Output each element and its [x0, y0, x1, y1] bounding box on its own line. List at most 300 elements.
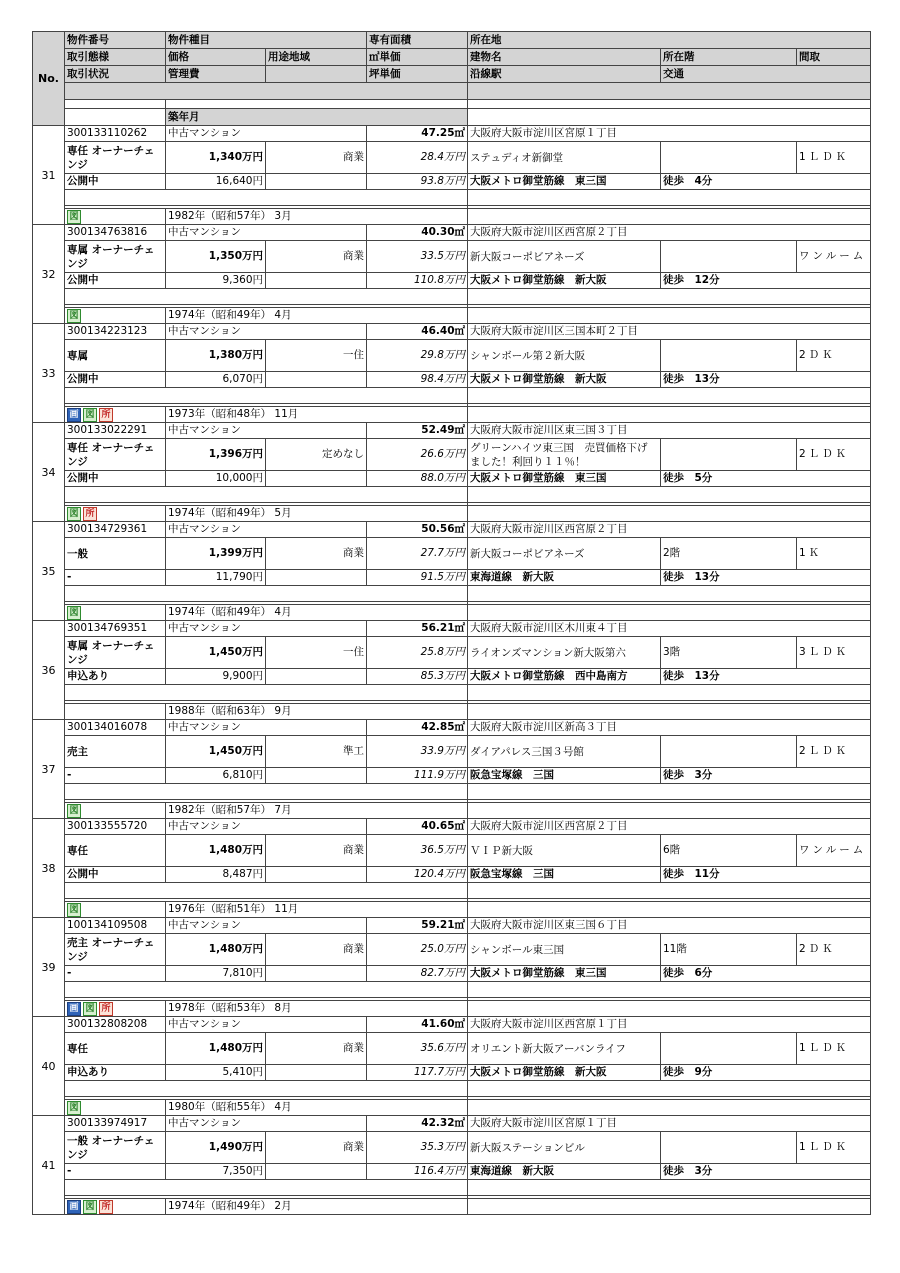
price: 1,450万円	[166, 736, 266, 768]
listing-sheet	[32, 31, 870, 1215]
area: 46.40㎡	[367, 324, 468, 340]
listing-row-4	[33, 289, 871, 305]
property-id: 300134223123	[65, 324, 166, 340]
header-built: 築年月	[166, 109, 468, 126]
listing-row-1	[33, 423, 871, 439]
header-blank	[266, 66, 367, 83]
listing-no: 33	[33, 324, 65, 423]
tsubo-price: 88.0万円	[367, 471, 468, 487]
access: 徒歩 5分	[661, 471, 871, 487]
blank-built-right	[468, 1199, 871, 1215]
floor: 6階	[661, 835, 797, 867]
built-date: 1974年（昭和49年） 2月	[166, 1199, 468, 1215]
address: 大阪府大阪市淀川区西宮原２丁目	[468, 225, 871, 241]
access: 徒歩 13分	[661, 570, 871, 586]
listing-row-2	[33, 439, 871, 471]
badges	[65, 209, 166, 225]
property-type: 中古マンション	[166, 324, 367, 340]
image-badge-icon[interactable]: 画	[67, 1002, 81, 1016]
header-gap-mid	[166, 100, 468, 109]
blank-cell	[266, 867, 367, 883]
listing-row-2	[33, 835, 871, 867]
building-name: ライオンズマンション新大阪第六	[468, 637, 661, 669]
badges	[65, 506, 166, 522]
listing-no: 32	[33, 225, 65, 324]
listing-row-4	[33, 586, 871, 602]
tsubo-price: 93.8万円	[367, 174, 468, 190]
header-transaction-mode: 取引態様	[65, 49, 166, 66]
floor	[661, 439, 797, 471]
zoning: 一住	[266, 637, 367, 669]
blank-cell	[266, 174, 367, 190]
line-station: 大阪メトロ御堂筋線 東三国	[468, 174, 661, 190]
property-id: 300133555720	[65, 819, 166, 835]
property-id: 300134769351	[65, 621, 166, 637]
transaction-mode: 専属 オーナーチェンジ	[65, 241, 166, 273]
building-name: オリエント新大阪アーバンライフ	[468, 1033, 661, 1065]
management-fee: 11,790円	[166, 570, 266, 586]
listing-row-4	[33, 388, 871, 404]
listing-row-4	[33, 487, 871, 503]
tsubo-price: 120.4万円	[367, 867, 468, 883]
layout: 2ＬＤＫ	[797, 736, 871, 768]
listing-row-3	[33, 570, 871, 586]
line-station: 東海道線 新大阪	[468, 570, 661, 586]
price: 1,480万円	[166, 1033, 266, 1065]
building-name: グリーンハイツ東三国 売買価格下げました！利回り１１％！	[468, 439, 661, 471]
header-no: No.	[33, 32, 65, 126]
zoning: 定めなし	[266, 439, 367, 471]
listing-row-3	[33, 966, 871, 982]
listing-row-3	[33, 471, 871, 487]
transaction-mode: 専任 オーナーチェンジ	[65, 142, 166, 174]
header-row-4	[33, 83, 871, 100]
floorplan-badge-icon[interactable]: 図	[67, 507, 81, 521]
listing-row-3	[33, 273, 871, 289]
layout: 1Ｋ	[797, 538, 871, 570]
transaction-mode: 売主	[65, 736, 166, 768]
listing-row-6	[33, 803, 871, 819]
sqm-price: 26.6万円	[367, 439, 468, 471]
line-station: 大阪メトロ御堂筋線 新大阪	[468, 1065, 661, 1081]
built-date: 1978年（昭和53年） 8月	[166, 1001, 468, 1017]
status: 申込あり	[65, 669, 166, 685]
sqm-price: 33.9万円	[367, 736, 468, 768]
access: 徒歩 3分	[661, 1164, 871, 1180]
tsubo-price: 110.8万円	[367, 273, 468, 289]
floor	[661, 1132, 797, 1164]
area: 41.60㎡	[367, 1017, 468, 1033]
blank-built-right	[468, 308, 871, 324]
floorplan-badge-icon[interactable]: 図	[67, 804, 81, 818]
blank-built-right	[468, 1100, 871, 1116]
zoning: 商業	[266, 835, 367, 867]
line-station: 阪急宝塚線 三国	[468, 867, 661, 883]
transaction-mode: 専任	[65, 835, 166, 867]
listing-row-2	[33, 241, 871, 273]
badges	[65, 1001, 166, 1017]
listing-row-4	[33, 883, 871, 899]
floorplan-badge-icon[interactable]: 図	[83, 1002, 97, 1016]
property-type: 中古マンション	[166, 522, 367, 538]
property-type: 中古マンション	[166, 423, 367, 439]
built-date: 1974年（昭和49年） 5月	[166, 506, 468, 522]
management-fee: 6,070円	[166, 372, 266, 388]
floorplan-badge-icon[interactable]: 図	[83, 1200, 97, 1214]
blank-built-right	[468, 1001, 871, 1017]
listing-row-6	[33, 1001, 871, 1017]
badges	[65, 308, 166, 324]
listing-row-3	[33, 174, 871, 190]
listing-row-1	[33, 126, 871, 142]
listing-row-2	[33, 538, 871, 570]
tsubo-price: 111.9万円	[367, 768, 468, 784]
built-date: 1980年（昭和55年） 4月	[166, 1100, 468, 1116]
header-gap-right	[468, 100, 871, 109]
sqm-price: 28.4万円	[367, 142, 468, 174]
access: 徒歩 13分	[661, 669, 871, 685]
blank-row-right	[468, 685, 871, 701]
built-date: 1988年（昭和63年） 9月	[166, 704, 468, 720]
blank-cell	[266, 669, 367, 685]
building-name: シャンボール東三国	[468, 934, 661, 966]
building-name: ステュディオ新御堂	[468, 142, 661, 174]
property-id: 300133110262	[65, 126, 166, 142]
area: 40.65㎡	[367, 819, 468, 835]
price: 1,340万円	[166, 142, 266, 174]
listing-row-6	[33, 704, 871, 720]
access: 徒歩 13分	[661, 372, 871, 388]
listing-row-2	[33, 736, 871, 768]
header-price: 価格	[166, 49, 266, 66]
blank-row	[65, 1180, 468, 1196]
header-row-3	[33, 66, 871, 83]
header-management-fee: 管理費	[166, 66, 266, 83]
status: -	[65, 768, 166, 784]
line-station: 阪急宝塚線 三国	[468, 768, 661, 784]
listing-row-6	[33, 605, 871, 621]
address: 大阪府大阪市淀川区宮原１丁目	[468, 126, 871, 142]
price: 1,450万円	[166, 637, 266, 669]
badges	[65, 1100, 166, 1116]
listing-row-1	[33, 324, 871, 340]
listing-row-3	[33, 867, 871, 883]
floor	[661, 1033, 797, 1065]
area: 59.21㎡	[367, 918, 468, 934]
blank-row	[65, 784, 468, 800]
blank-cell	[266, 471, 367, 487]
image-badge-icon[interactable]: 画	[67, 1200, 81, 1214]
header-access: 交通	[661, 66, 871, 83]
header-gap	[65, 100, 166, 109]
header-row-5	[33, 100, 871, 109]
floorplan-badge-icon[interactable]: 図	[67, 309, 81, 323]
registry-badge-icon[interactable]: 所	[99, 1002, 113, 1016]
zoning: 商業	[266, 538, 367, 570]
layout: 2ＤＫ	[797, 934, 871, 966]
header-blank-6	[65, 109, 166, 126]
built-date: 1974年（昭和49年） 4月	[166, 605, 468, 621]
header-blank-6-right	[468, 109, 871, 126]
layout: 1ＬＤＫ	[797, 142, 871, 174]
status: 公開中	[65, 471, 166, 487]
address: 大阪府大阪市淀川区西宮原２丁目	[468, 819, 871, 835]
status: -	[65, 1164, 166, 1180]
transaction-mode: 一般	[65, 538, 166, 570]
header-row-6	[33, 109, 871, 126]
sqm-price: 35.3万円	[367, 1132, 468, 1164]
line-station: 大阪メトロ御堂筋線 東三国	[468, 471, 661, 487]
property-id: 300133974917	[65, 1116, 166, 1132]
address: 大阪府大阪市淀川区宮原１丁目	[468, 1116, 871, 1132]
listing-row-1	[33, 522, 871, 538]
listing-row-6	[33, 1199, 871, 1215]
area: 42.32㎡	[367, 1116, 468, 1132]
header-floor: 所在階	[661, 49, 797, 66]
blank-row-right	[468, 883, 871, 899]
area: 42.85㎡	[367, 720, 468, 736]
built-date: 1976年（昭和51年） 11月	[166, 902, 468, 918]
line-station: 大阪メトロ御堂筋線 新大阪	[468, 273, 661, 289]
building-name: ダイアパレス三国３号館	[468, 736, 661, 768]
badges	[65, 1199, 166, 1215]
listing-row-1	[33, 621, 871, 637]
layout: ワンルーム	[797, 835, 871, 867]
listing-row-4	[33, 190, 871, 206]
blank-row	[65, 685, 468, 701]
badges	[65, 605, 166, 621]
price: 1,380万円	[166, 340, 266, 372]
built-date: 1974年（昭和49年） 4月	[166, 308, 468, 324]
sqm-price: 33.5万円	[367, 241, 468, 273]
sqm-price: 29.8万円	[367, 340, 468, 372]
blank-row	[65, 289, 468, 305]
access: 徒歩 11分	[661, 867, 871, 883]
blank-built-right	[468, 902, 871, 918]
property-type: 中古マンション	[166, 720, 367, 736]
listing-row-3	[33, 1065, 871, 1081]
image-badge-icon[interactable]: 画	[67, 408, 81, 422]
listing-row-1	[33, 918, 871, 934]
area: 40.30㎡	[367, 225, 468, 241]
layout: 2ＤＫ	[797, 340, 871, 372]
listing-row-3	[33, 768, 871, 784]
listing-no: 37	[33, 720, 65, 819]
tsubo-price: 91.5万円	[367, 570, 468, 586]
listing-row-4	[33, 685, 871, 701]
management-fee: 5,410円	[166, 1065, 266, 1081]
header-address: 所在地	[468, 32, 871, 49]
tsubo-price: 98.4万円	[367, 372, 468, 388]
price: 1,480万円	[166, 835, 266, 867]
line-station: 大阪メトロ御堂筋線 新大阪	[468, 372, 661, 388]
floor	[661, 241, 797, 273]
blank-row-right	[468, 1180, 871, 1196]
property-id: 300134763816	[65, 225, 166, 241]
property-id: 300133022291	[65, 423, 166, 439]
property-type: 中古マンション	[166, 819, 367, 835]
listing-no: 35	[33, 522, 65, 621]
floorplan-badge-icon[interactable]: 図	[67, 210, 81, 224]
transaction-mode: 専任 オーナーチェンジ	[65, 439, 166, 471]
blank-row-right	[468, 784, 871, 800]
header-line-station: 沿線駅	[468, 66, 661, 83]
listing-row-4	[33, 784, 871, 800]
blank-built-right	[468, 506, 871, 522]
price: 1,399万円	[166, 538, 266, 570]
blank-row	[65, 487, 468, 503]
tsubo-price: 116.4万円	[367, 1164, 468, 1180]
listing-row-3	[33, 669, 871, 685]
property-id: 100134109508	[65, 918, 166, 934]
listing-row-1	[33, 1116, 871, 1132]
zoning: 準工	[266, 736, 367, 768]
address: 大阪府大阪市淀川区木川東４丁目	[468, 621, 871, 637]
blank-row-right	[468, 586, 871, 602]
management-fee: 7,350円	[166, 1164, 266, 1180]
listing-row-2	[33, 340, 871, 372]
floor	[661, 736, 797, 768]
built-date: 1982年（昭和57年） 3月	[166, 209, 468, 225]
blank-cell	[266, 1065, 367, 1081]
status: -	[65, 966, 166, 982]
blank-cell	[266, 273, 367, 289]
listing-no: 40	[33, 1017, 65, 1116]
listing-row-6	[33, 1100, 871, 1116]
status: 公開中	[65, 867, 166, 883]
property-type: 中古マンション	[166, 1017, 367, 1033]
built-date: 1973年（昭和48年） 11月	[166, 407, 468, 423]
header-zoning: 用途地域	[266, 49, 367, 66]
building-name: 新大阪コーポビアネーズ	[468, 241, 661, 273]
sqm-price: 25.8万円	[367, 637, 468, 669]
blank-cell	[266, 570, 367, 586]
area: 56.21㎡	[367, 621, 468, 637]
address: 大阪府大阪市淀川区三国本町２丁目	[468, 324, 871, 340]
header-blank-row	[65, 83, 468, 100]
listing-row-1	[33, 1017, 871, 1033]
line-station: 東海道線 新大阪	[468, 1164, 661, 1180]
management-fee: 6,810円	[166, 768, 266, 784]
status: 公開中	[65, 273, 166, 289]
listing-no: 34	[33, 423, 65, 522]
listing-row-4	[33, 1180, 871, 1196]
listing-row-4	[33, 1081, 871, 1097]
access: 徒歩 6分	[661, 966, 871, 982]
header-blank-row-right	[468, 83, 871, 100]
listing-no: 39	[33, 918, 65, 1017]
management-fee: 16,640円	[166, 174, 266, 190]
listing-row-6	[33, 407, 871, 423]
transaction-mode: 一般 オーナーチェンジ	[65, 1132, 166, 1164]
blank-row-right	[468, 982, 871, 998]
management-fee: 7,810円	[166, 966, 266, 982]
building-name: シャンボール第２新大阪	[468, 340, 661, 372]
status: -	[65, 570, 166, 586]
listing-row-2	[33, 1033, 871, 1065]
sqm-price: 25.0万円	[367, 934, 468, 966]
floorplan-badge-icon[interactable]: 図	[67, 903, 81, 917]
header-layout: 間取	[797, 49, 871, 66]
price: 1,480万円	[166, 934, 266, 966]
blank-built-right	[468, 704, 871, 720]
floorplan-badge-icon[interactable]: 図	[83, 408, 97, 422]
blank-row	[65, 1081, 468, 1097]
registry-badge-icon[interactable]: 所	[99, 1200, 113, 1214]
listing-row-6	[33, 902, 871, 918]
property-id: 300134016078	[65, 720, 166, 736]
blank-row	[65, 388, 468, 404]
address: 大阪府大阪市淀川区西宮原２丁目	[468, 522, 871, 538]
property-id: 300134729361	[65, 522, 166, 538]
blank-cell	[266, 966, 367, 982]
floorplan-badge-icon[interactable]: 図	[67, 606, 81, 620]
transaction-mode: 専任	[65, 1033, 166, 1065]
blank-row-right	[468, 289, 871, 305]
price: 1,490万円	[166, 1132, 266, 1164]
address: 大阪府大阪市淀川区新高３丁目	[468, 720, 871, 736]
layout: 1ＬＤＫ	[797, 1033, 871, 1065]
listing-no: 36	[33, 621, 65, 720]
sqm-price: 36.5万円	[367, 835, 468, 867]
built-date: 1982年（昭和57年） 7月	[166, 803, 468, 819]
layout: ワンルーム	[797, 241, 871, 273]
listing-table	[32, 31, 871, 1215]
property-type: 中古マンション	[166, 225, 367, 241]
badges	[65, 902, 166, 918]
listing-row-2	[33, 637, 871, 669]
building-name: ＶＩＰ新大阪	[468, 835, 661, 867]
blank-row	[65, 883, 468, 899]
badges	[65, 704, 166, 720]
blank-row	[65, 982, 468, 998]
management-fee: 9,900円	[166, 669, 266, 685]
registry-badge-icon[interactable]: 所	[83, 507, 97, 521]
blank-row-right	[468, 388, 871, 404]
registry-badge-icon[interactable]: 所	[99, 408, 113, 422]
listing-row-2	[33, 142, 871, 174]
transaction-mode: 専属 オーナーチェンジ	[65, 637, 166, 669]
access: 徒歩 4分	[661, 174, 871, 190]
zoning: 商業	[266, 241, 367, 273]
listing-row-1	[33, 819, 871, 835]
header-tsubo-price: 坪単価	[367, 66, 468, 83]
blank-row-right	[468, 1081, 871, 1097]
zoning: 商業	[266, 934, 367, 966]
zoning: 一住	[266, 340, 367, 372]
price: 1,396万円	[166, 439, 266, 471]
blank-cell	[266, 372, 367, 388]
blank-row	[65, 190, 468, 206]
blank-row-right	[468, 487, 871, 503]
blank-built-right	[468, 803, 871, 819]
address: 大阪府大阪市淀川区東三国３丁目	[468, 423, 871, 439]
management-fee: 8,487円	[166, 867, 266, 883]
blank-built-right	[468, 605, 871, 621]
property-id: 300132808208	[65, 1017, 166, 1033]
floor: 3階	[661, 637, 797, 669]
zoning: 商業	[266, 1033, 367, 1065]
blank-cell	[266, 768, 367, 784]
floorplan-badge-icon[interactable]: 図	[67, 1101, 81, 1115]
header-property-type: 物件種目	[166, 32, 367, 49]
listing-row-6	[33, 308, 871, 324]
listing-row-3	[33, 1164, 871, 1180]
access: 徒歩 9分	[661, 1065, 871, 1081]
badges	[65, 803, 166, 819]
header-row-2	[33, 49, 871, 66]
listing-row-6	[33, 506, 871, 522]
